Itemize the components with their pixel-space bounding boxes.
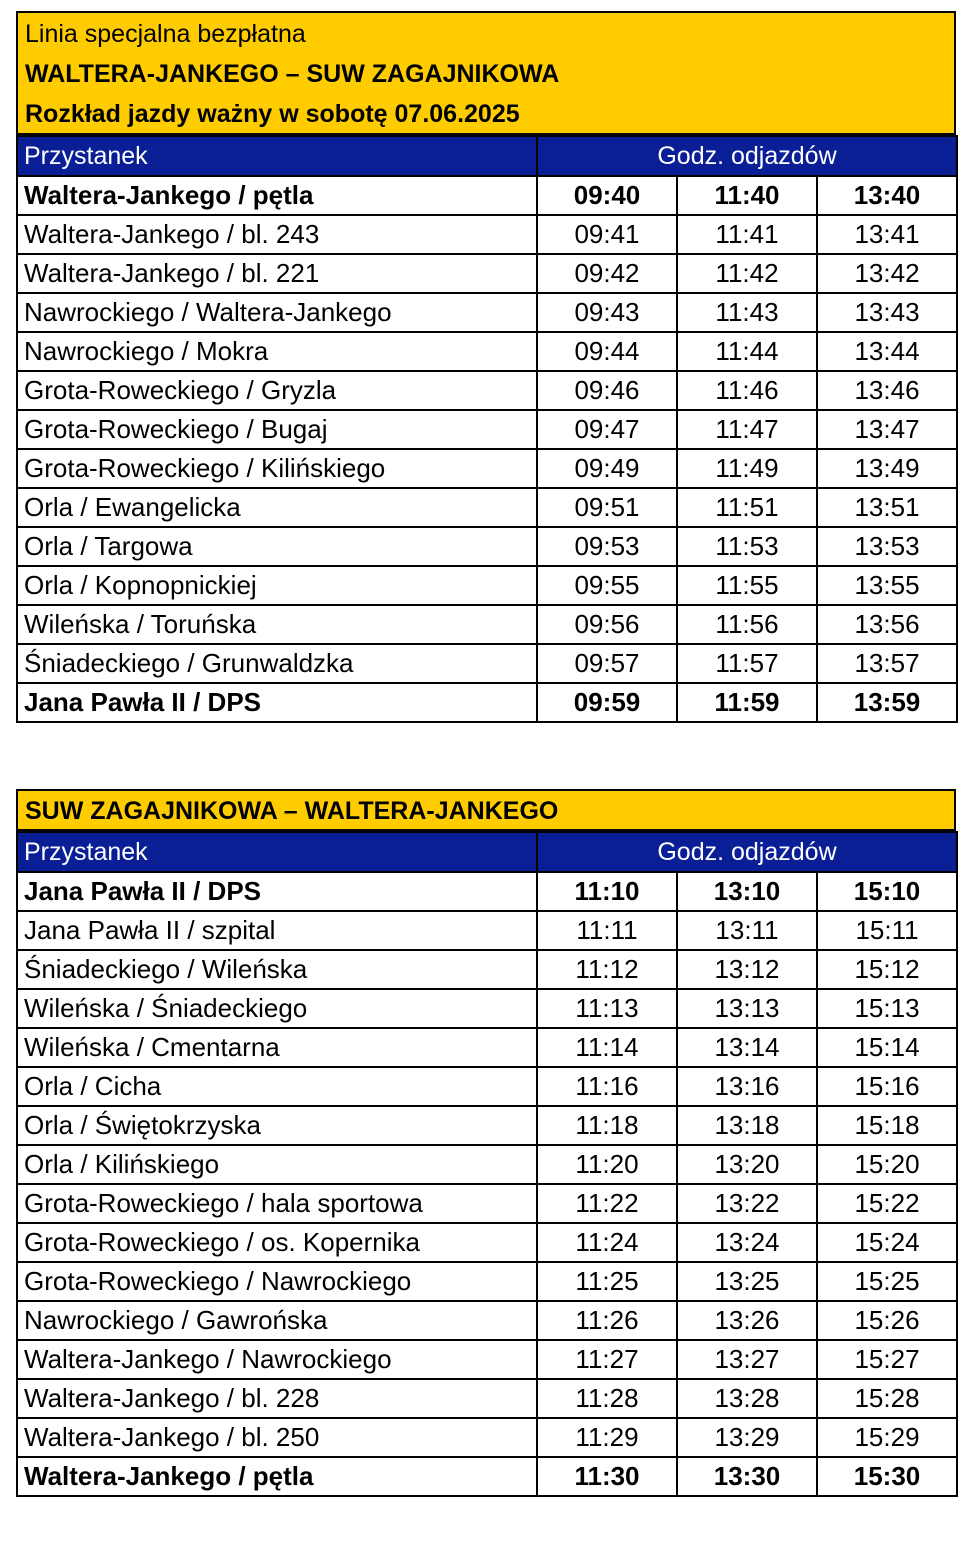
table-row <box>17 254 957 293</box>
departure-time: 09:51 <box>537 488 677 527</box>
stop-name: Grota-Roweckiego / Kilińskiego <box>17 449 537 488</box>
departure-time: 13:29 <box>677 1418 817 1457</box>
stop-name: Orla / Targowa <box>17 527 537 566</box>
stop-name: Wileńska / Śniadeckiego <box>17 989 537 1028</box>
departure-time: 11:41 <box>677 215 817 254</box>
departure-time: 15:26 <box>817 1301 957 1340</box>
departure-time: 15:25 <box>817 1262 957 1301</box>
stop-name: Waltera-Jankego / pętla <box>17 1457 537 1496</box>
departure-time: 13:14 <box>677 1028 817 1067</box>
column-header-stop: Przystanek <box>17 136 537 176</box>
departure-time: 09:56 <box>537 605 677 644</box>
stop-name: Grota-Roweckiego / Nawrockiego <box>17 1262 537 1301</box>
departure-time: 13:12 <box>677 950 817 989</box>
table-row <box>17 1262 957 1301</box>
departure-time: 13:13 <box>677 989 817 1028</box>
departure-time: 11:42 <box>677 254 817 293</box>
table-row <box>17 683 957 722</box>
departure-time: 15:16 <box>817 1067 957 1106</box>
table-row <box>17 1418 957 1457</box>
departure-time: 13:47 <box>817 410 957 449</box>
route-title: WALTERA-JANKEGO – SUW ZAGAJNIKOWA <box>25 60 560 88</box>
table-row <box>17 911 957 950</box>
stop-name: Waltera-Jankego / pętla <box>17 176 537 215</box>
departure-time: 09:46 <box>537 371 677 410</box>
route-title: SUW ZAGAJNIKOWA – WALTERA-JANKEGO <box>25 797 559 825</box>
line-description: Linia specjalna bezpłatna <box>25 20 306 48</box>
departure-time: 09:59 <box>537 683 677 722</box>
departure-time: 11:53 <box>677 527 817 566</box>
table-row <box>17 1340 957 1379</box>
departure-time: 11:30 <box>537 1457 677 1496</box>
departure-time: 13:18 <box>677 1106 817 1145</box>
table-row <box>17 1184 957 1223</box>
departure-time: 11:57 <box>677 644 817 683</box>
departure-time: 13:40 <box>817 176 957 215</box>
departure-time: 11:46 <box>677 371 817 410</box>
departure-time: 15:11 <box>817 911 957 950</box>
departure-time: 15:20 <box>817 1145 957 1184</box>
table-header-row <box>17 136 957 176</box>
departure-time: 11:27 <box>537 1340 677 1379</box>
departure-time: 09:44 <box>537 332 677 371</box>
stop-name: Waltera-Jankego / bl. 228 <box>17 1379 537 1418</box>
departure-time: 11:43 <box>677 293 817 332</box>
table-row <box>17 644 957 683</box>
departure-time: 15:13 <box>817 989 957 1028</box>
stop-name: Grota-Roweckiego / hala sportowa <box>17 1184 537 1223</box>
departure-time: 13:25 <box>677 1262 817 1301</box>
stop-name: Nawrockiego / Gawrońska <box>17 1301 537 1340</box>
section-header <box>16 11 956 135</box>
departure-time: 15:30 <box>817 1457 957 1496</box>
departure-time: 13:20 <box>677 1145 817 1184</box>
departure-time: 13:22 <box>677 1184 817 1223</box>
departure-time: 11:25 <box>537 1262 677 1301</box>
stop-name: Jana Pawła II / DPS <box>17 683 537 722</box>
table-row <box>17 527 957 566</box>
departure-time: 11:22 <box>537 1184 677 1223</box>
departure-time: 13:11 <box>677 911 817 950</box>
stop-name: Nawrockiego / Mokra <box>17 332 537 371</box>
departure-time: 15:12 <box>817 950 957 989</box>
departure-time: 11:14 <box>537 1028 677 1067</box>
table-row <box>17 410 957 449</box>
stop-name: Wileńska / Cmentarna <box>17 1028 537 1067</box>
table-row <box>17 1028 957 1067</box>
departure-time: 09:42 <box>537 254 677 293</box>
departure-time: 13:46 <box>817 371 957 410</box>
stop-name: Śniadeckiego / Grunwaldzka <box>17 644 537 683</box>
table-row <box>17 1457 957 1496</box>
column-header-times: Godz. odjazdów <box>537 136 957 176</box>
departure-time: 11:26 <box>537 1301 677 1340</box>
departure-time: 15:29 <box>817 1418 957 1457</box>
table-row <box>17 332 957 371</box>
departure-time: 13:44 <box>817 332 957 371</box>
table-row <box>17 950 957 989</box>
table-row <box>17 1145 957 1184</box>
departure-time: 15:27 <box>817 1340 957 1379</box>
timetable <box>16 831 958 1497</box>
validity-note: Rozkład jazdy ważny w sobotę 07.06.2025 <box>25 100 520 128</box>
table-row <box>17 371 957 410</box>
departure-time: 13:41 <box>817 215 957 254</box>
departure-time: 11:12 <box>537 950 677 989</box>
departure-time: 09:49 <box>537 449 677 488</box>
departure-time: 13:51 <box>817 488 957 527</box>
stop-name: Orla / Kilińskiego <box>17 1145 537 1184</box>
departure-time: 11:16 <box>537 1067 677 1106</box>
column-header-stop: Przystanek <box>17 832 537 872</box>
table-row <box>17 176 957 215</box>
table-row <box>17 488 957 527</box>
departure-time: 11:24 <box>537 1223 677 1262</box>
departure-time: 11:29 <box>537 1418 677 1457</box>
section-header <box>16 789 956 831</box>
departure-time: 09:57 <box>537 644 677 683</box>
departure-time: 11:20 <box>537 1145 677 1184</box>
departure-time: 09:47 <box>537 410 677 449</box>
stop-name: Grota-Roweckiego / Gryzla <box>17 371 537 410</box>
table-row <box>17 566 957 605</box>
departure-time: 11:51 <box>677 488 817 527</box>
column-header-times: Godz. odjazdów <box>537 832 957 872</box>
departure-time: 15:10 <box>817 872 957 911</box>
departure-time: 13:43 <box>817 293 957 332</box>
departure-time: 13:56 <box>817 605 957 644</box>
timetable-section-outbound <box>16 11 956 723</box>
departure-time: 11:56 <box>677 605 817 644</box>
stop-name: Śniadeckiego / Wileńska <box>17 950 537 989</box>
departure-time: 11:40 <box>677 176 817 215</box>
stop-name: Orla / Ewangelicka <box>17 488 537 527</box>
stop-name: Orla / Cicha <box>17 1067 537 1106</box>
departure-time: 15:24 <box>817 1223 957 1262</box>
timetable <box>16 135 958 723</box>
departure-time: 11:59 <box>677 683 817 722</box>
stop-name: Waltera-Jankego / bl. 243 <box>17 215 537 254</box>
stop-name: Waltera-Jankego / bl. 250 <box>17 1418 537 1457</box>
timetable-body <box>17 136 957 722</box>
departure-time: 11:18 <box>537 1106 677 1145</box>
departure-time: 13:59 <box>817 683 957 722</box>
departure-time: 09:40 <box>537 176 677 215</box>
departure-time: 13:42 <box>817 254 957 293</box>
departure-time: 15:22 <box>817 1184 957 1223</box>
stop-name: Waltera-Jankego / bl. 221 <box>17 254 537 293</box>
departure-time: 11:11 <box>537 911 677 950</box>
stop-name: Jana Pawła II / DPS <box>17 872 537 911</box>
departure-time: 13:53 <box>817 527 957 566</box>
departure-time: 09:55 <box>537 566 677 605</box>
table-header-row <box>17 832 957 872</box>
stop-name: Jana Pawła II / szpital <box>17 911 537 950</box>
table-row <box>17 1301 957 1340</box>
table-row <box>17 1379 957 1418</box>
departure-time: 09:41 <box>537 215 677 254</box>
table-row <box>17 989 957 1028</box>
departure-time: 13:16 <box>677 1067 817 1106</box>
stop-name: Waltera-Jankego / Nawrockiego <box>17 1340 537 1379</box>
departure-time: 13:24 <box>677 1223 817 1262</box>
table-row <box>17 293 957 332</box>
departure-time: 15:18 <box>817 1106 957 1145</box>
departure-time: 11:55 <box>677 566 817 605</box>
departure-time: 09:43 <box>537 293 677 332</box>
departure-time: 13:28 <box>677 1379 817 1418</box>
departure-time: 13:27 <box>677 1340 817 1379</box>
stop-name: Grota-Roweckiego / Bugaj <box>17 410 537 449</box>
table-row <box>17 1067 957 1106</box>
departure-time: 11:44 <box>677 332 817 371</box>
departure-time: 13:49 <box>817 449 957 488</box>
stop-name: Nawrockiego / Waltera-Jankego <box>17 293 537 332</box>
table-row <box>17 449 957 488</box>
departure-time: 15:14 <box>817 1028 957 1067</box>
departure-time: 11:13 <box>537 989 677 1028</box>
departure-time: 09:53 <box>537 527 677 566</box>
departure-time: 13:26 <box>677 1301 817 1340</box>
stop-name: Orla / Świętokrzyska <box>17 1106 537 1145</box>
stop-name: Wileńska / Toruńska <box>17 605 537 644</box>
departure-time: 11:47 <box>677 410 817 449</box>
timetable-section-return <box>16 789 956 1497</box>
departure-time: 13:10 <box>677 872 817 911</box>
departure-time: 13:30 <box>677 1457 817 1496</box>
stop-name: Grota-Roweckiego / os. Kopernika <box>17 1223 537 1262</box>
departure-time: 13:55 <box>817 566 957 605</box>
table-row <box>17 872 957 911</box>
departure-time: 13:57 <box>817 644 957 683</box>
stop-name: Orla / Kopnopnickiej <box>17 566 537 605</box>
departure-time: 11:28 <box>537 1379 677 1418</box>
departure-time: 11:49 <box>677 449 817 488</box>
departure-time: 11:10 <box>537 872 677 911</box>
table-row <box>17 215 957 254</box>
table-row <box>17 605 957 644</box>
table-row <box>17 1223 957 1262</box>
table-row <box>17 1106 957 1145</box>
timetable-body <box>17 832 957 1496</box>
departure-time: 15:28 <box>817 1379 957 1418</box>
